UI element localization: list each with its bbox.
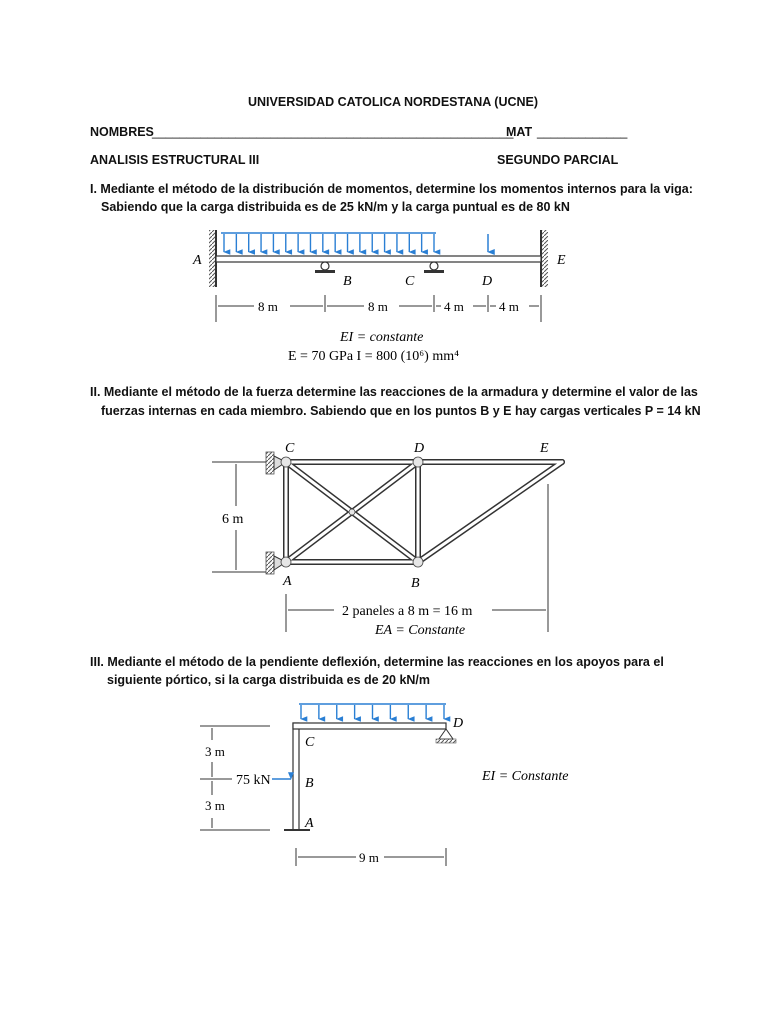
mat-label: MAT xyxy=(506,125,533,139)
frame-dim-bottom: 3 m xyxy=(205,798,225,813)
truss-label-a: A xyxy=(283,574,292,589)
truss-height-label: 6 m xyxy=(222,512,244,527)
beam-ei-note: EI = constante xyxy=(340,330,424,345)
truss-label-e: E xyxy=(540,441,549,456)
truss-label-c: C xyxy=(285,441,295,456)
university-title: UNIVERSIDAD CATOLICA NORDESTANA (UCNE) xyxy=(248,95,539,109)
beam-label-b: B xyxy=(343,274,352,289)
problem-2-text-cont: fuerzas internas en cada miembro. Sabiendo que en los puntos B y E hay cargas verticales P = 14 kN xyxy=(101,404,701,418)
truss-members xyxy=(286,462,562,562)
beam-label-e: E xyxy=(557,253,566,268)
problem-1-text-cont: Sabiendo que la carga distribuida es de 25 kN/m y la carga puntual es de 80 kN xyxy=(101,200,570,214)
frame-label-d: D xyxy=(453,716,464,731)
problem-3-text: III. Mediante el método de la pendiente deflexión, determine las reacciones en los apoyos para el xyxy=(90,655,664,669)
beam-figure xyxy=(192,230,566,364)
pin-support-a-wall xyxy=(266,552,274,574)
truss-label-d: D xyxy=(414,441,425,456)
problem-1-text: I. Mediante el método de la distribución de momentos, determine los momentos internos para la viga: xyxy=(90,182,693,196)
fixed-support-left xyxy=(209,230,216,287)
beam-dim-bc: 8 m xyxy=(368,299,388,314)
frame-column xyxy=(293,723,299,830)
frame-label-a: A xyxy=(305,816,314,831)
problem-3-text-cont: siguiente pórtico, si la carga distribuida es de 20 kN/m xyxy=(107,673,431,687)
frame-beam xyxy=(293,723,446,729)
beam-label-d: D xyxy=(482,274,493,289)
distributed-load-arrows xyxy=(224,234,434,252)
beam xyxy=(216,256,541,262)
beam-dim-cd: 4 m xyxy=(444,299,464,314)
frame-label-c: C xyxy=(305,735,315,750)
beam-material-props: E = 70 GPa I = 800 (10⁶) mm⁴ xyxy=(288,349,459,364)
truss-label-b: B xyxy=(411,576,420,591)
beam-label-a: A xyxy=(193,253,202,268)
mat-field[interactable]: _____________ xyxy=(537,125,628,139)
roller-support-c xyxy=(424,262,444,273)
beam-dim-ab: 8 m xyxy=(258,299,278,314)
problem-2-text: II. Mediante el método de la fuerza determine las reacciones de la armadura y determine el valor de las xyxy=(90,385,698,399)
beam-label-c: C xyxy=(405,274,415,289)
frame-figure xyxy=(200,704,568,866)
pin-support-c-wall xyxy=(266,452,274,474)
truss-span-label: 2 paneles a 8 m = 16 m xyxy=(342,604,473,619)
beam-dim-de: 4 m xyxy=(499,299,519,314)
horizontal-force-label: 75 kN xyxy=(236,773,271,788)
nombres-label: NOMBRES xyxy=(90,125,154,139)
course-name: ANALISIS ESTRUCTURAL III xyxy=(90,153,260,167)
frame-label-b: B xyxy=(305,776,314,791)
fixed-support-right xyxy=(541,230,548,287)
roller-support-b xyxy=(315,262,335,273)
exam-name: SEGUNDO PARCIAL xyxy=(497,153,619,167)
pin-support-d xyxy=(436,729,456,743)
nombres-field[interactable]: ____________________________________________________ xyxy=(152,125,514,139)
frame-distributed-load-arrows xyxy=(301,705,444,719)
truss-figure xyxy=(212,441,562,638)
frame-span-label: 9 m xyxy=(359,850,379,865)
frame-dim-top: 3 m xyxy=(205,744,225,759)
truss-ea-note: EA = Constante xyxy=(375,623,466,638)
frame-ei-note: EI = Constante xyxy=(482,769,569,784)
